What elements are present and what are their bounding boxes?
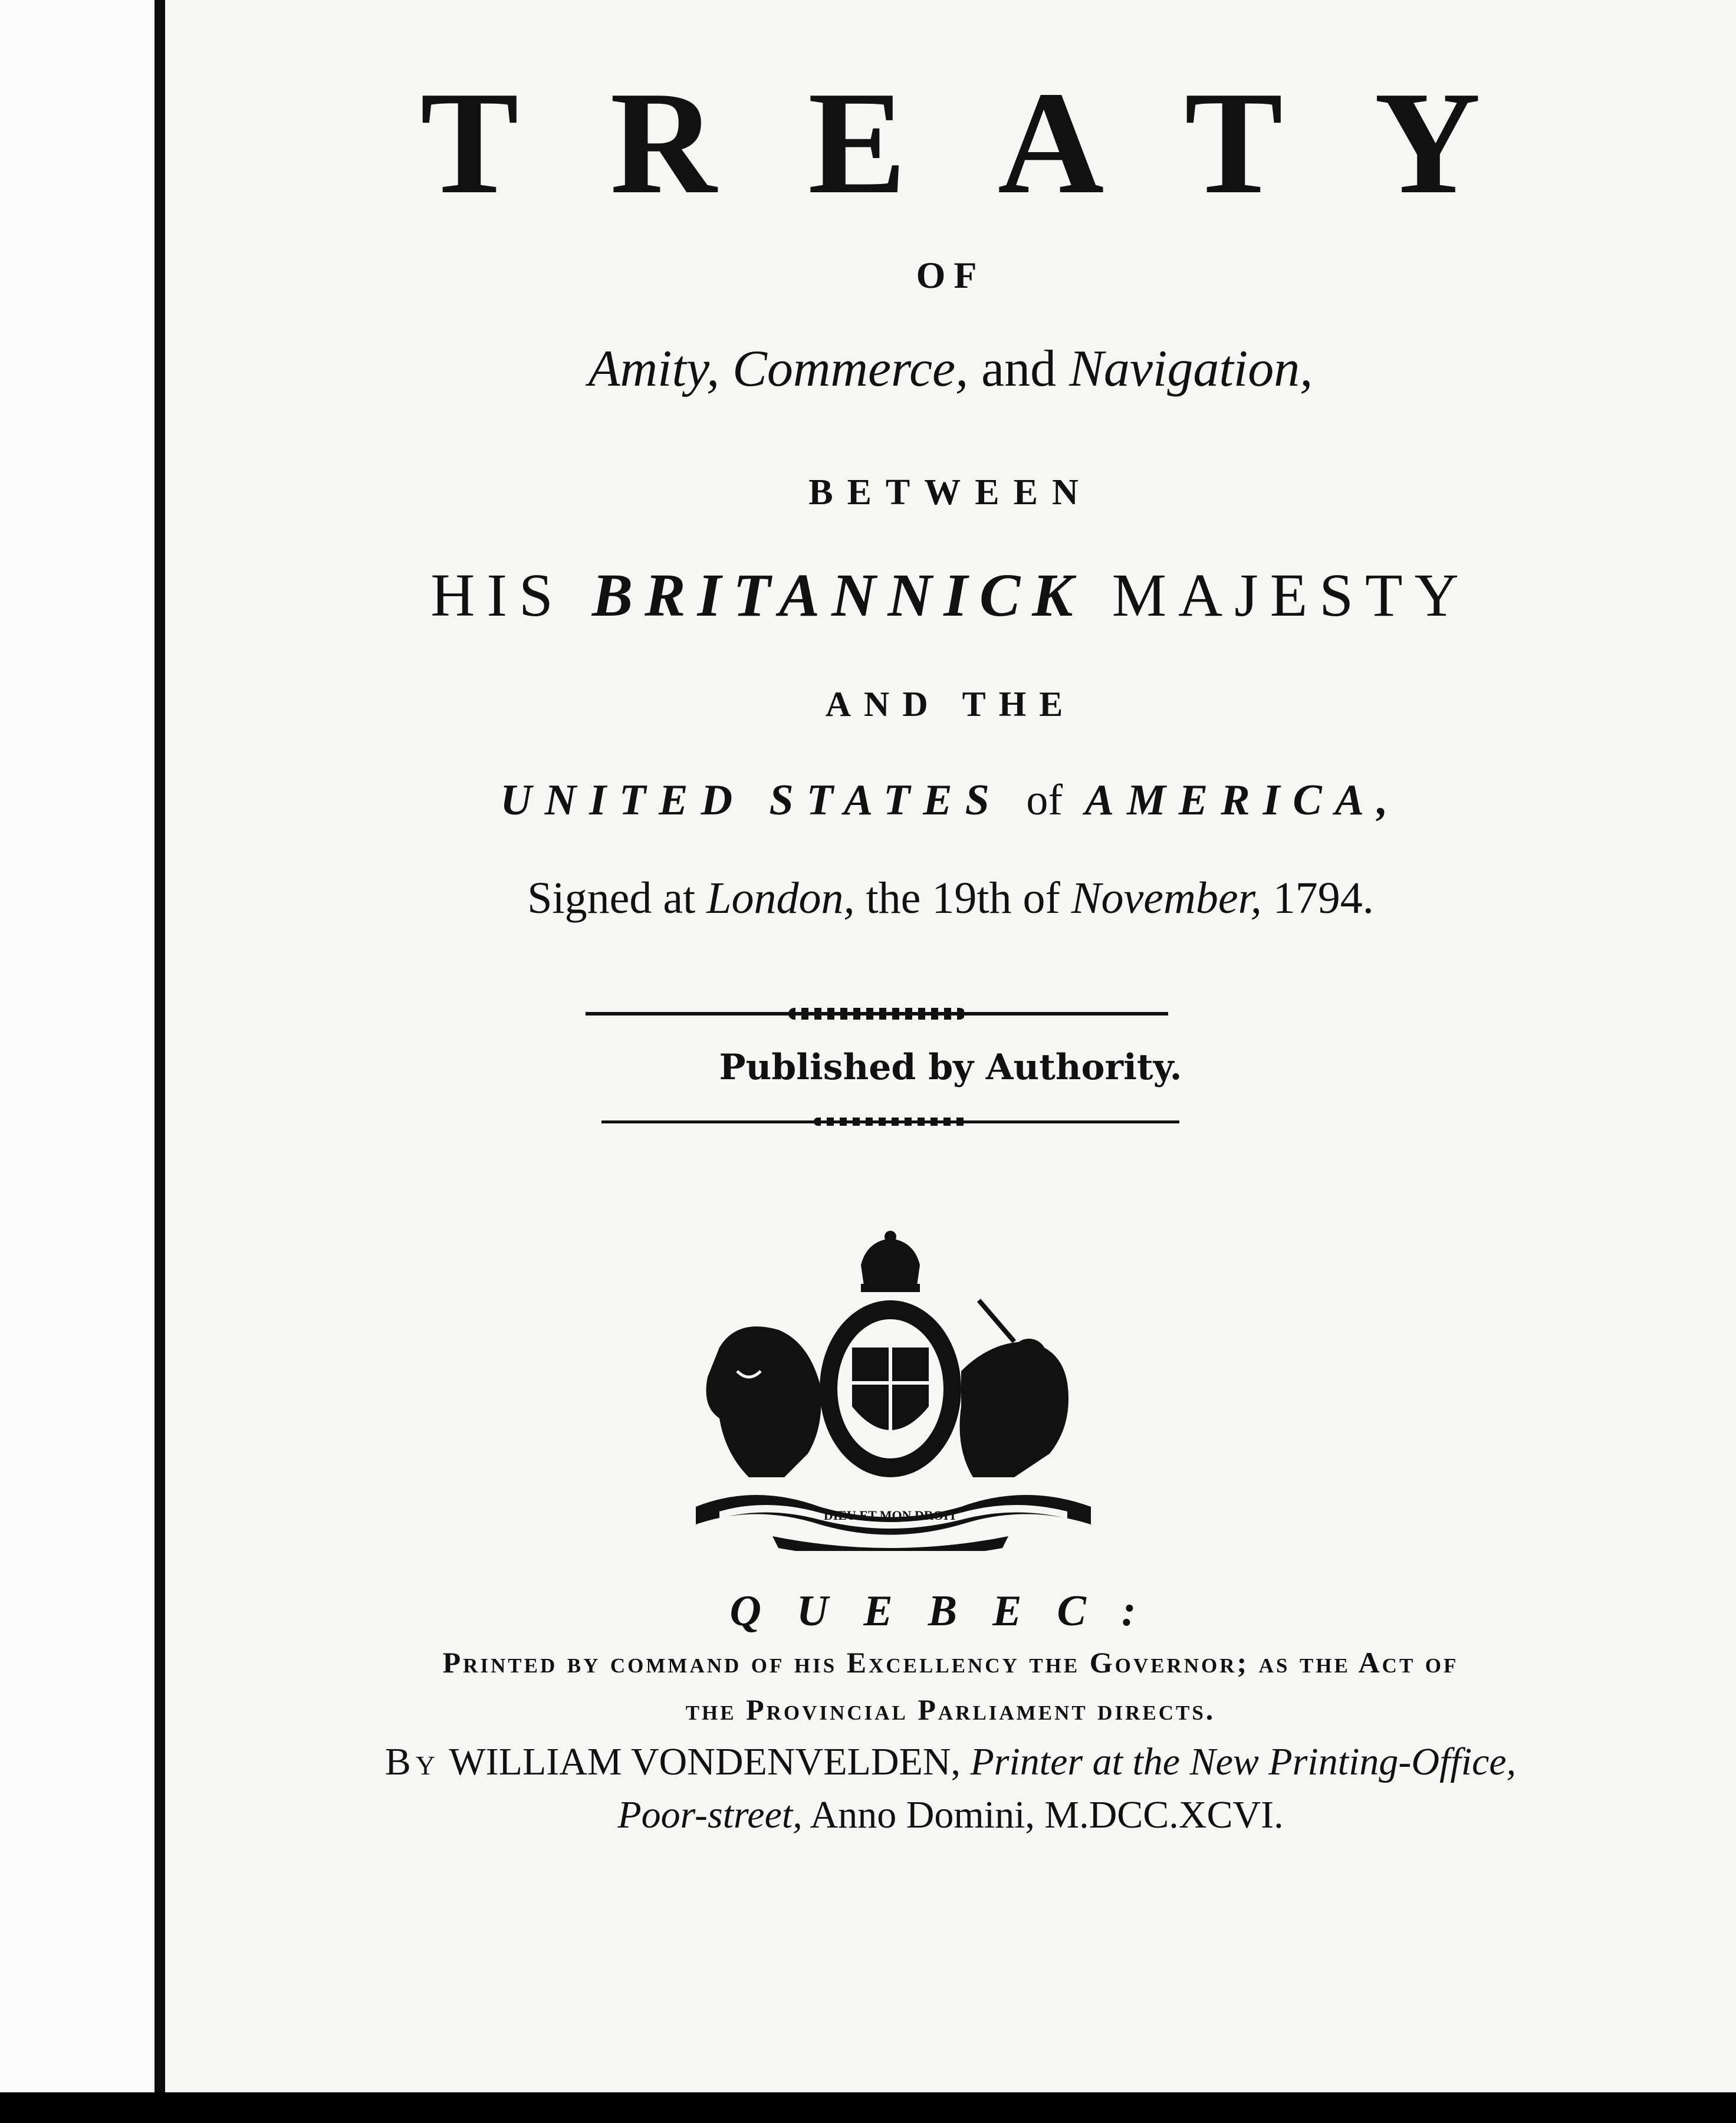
britannick-word: BRITANNICK xyxy=(591,561,1085,629)
page-title: TREATY xyxy=(420,61,1573,225)
printed-by-line-2: the Provincial Parliament directs. xyxy=(685,1693,1216,1726)
ornamental-rule-top xyxy=(586,1012,1168,1016)
motto-text: DIEU ET MON DROIT xyxy=(823,1508,958,1523)
by-word: By xyxy=(384,1740,440,1783)
rule-ornament xyxy=(814,1118,967,1126)
poor-street: Poor-street, xyxy=(617,1793,803,1836)
his-word: HIS xyxy=(430,561,565,629)
unicorn-icon xyxy=(960,1300,1069,1477)
published-by-authority: Published by Authority. xyxy=(719,1047,1182,1088)
united-states-line xyxy=(165,775,1736,826)
printer-name: WILLIAM VONDENVELDEN, xyxy=(449,1740,961,1783)
amity-word: Amity, xyxy=(588,340,720,397)
anno-domini: Anno Domini, M.DCC.XCVI. xyxy=(810,1793,1284,1836)
rule-ornament xyxy=(788,1008,965,1020)
between-line: BETWEEN xyxy=(808,472,1093,512)
royal-coat-of-arms xyxy=(684,1230,1097,1551)
majesty-line xyxy=(165,560,1736,630)
the-19th: the 19th of xyxy=(866,873,1060,923)
majesty-word: MAJESTY xyxy=(1112,561,1471,629)
page-edge xyxy=(154,0,165,2092)
printer-office: Printer at the New Printing-Office, xyxy=(970,1740,1517,1783)
base-flourish xyxy=(772,1536,1008,1551)
printer-line xyxy=(165,1740,1736,1784)
place-of-printing: QUEBEC: xyxy=(729,1587,1172,1635)
crown-icon xyxy=(861,1231,920,1292)
shield-icon xyxy=(820,1300,961,1477)
title-page xyxy=(165,0,1736,2092)
navigation-word: Navigation, xyxy=(1069,340,1313,397)
united-states-word: UNITED STATES xyxy=(500,776,1002,824)
of-word: of xyxy=(1026,776,1063,824)
lion-icon xyxy=(706,1326,821,1477)
november-word: November, xyxy=(1071,873,1262,923)
subtitle-line xyxy=(165,339,1736,399)
of-line: OF xyxy=(916,254,985,296)
and-word: and xyxy=(981,340,1057,397)
imprint-date-line xyxy=(165,1793,1736,1838)
and-the-line: AND THE xyxy=(825,685,1076,724)
america-word: AMERICA, xyxy=(1084,776,1401,824)
year: 1794. xyxy=(1273,873,1374,923)
left-white-margin xyxy=(0,0,154,2092)
london-word: London, xyxy=(706,873,855,923)
ornamental-rule-bottom xyxy=(601,1120,1179,1123)
signed-line xyxy=(165,873,1736,924)
commerce-word: Commerce, xyxy=(732,340,969,397)
printed-by-line-1: Printed by command of his Excellency the Governor; as the Act of xyxy=(442,1646,1459,1679)
signed-at: Signed at xyxy=(527,873,696,923)
